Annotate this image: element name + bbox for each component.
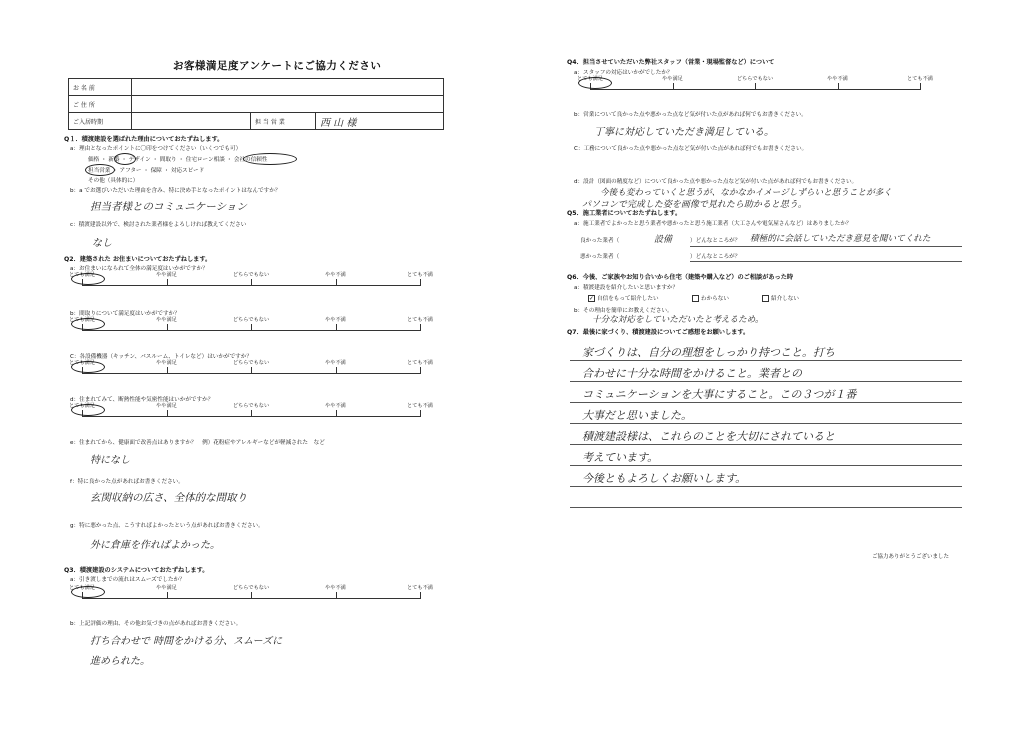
q1b-question: b：a でお選びいただいた理由を含み、特に決め手となったポイントはなんですか？ — [70, 188, 281, 194]
scale-label: やや満足 — [156, 585, 177, 591]
move-in-date-field[interactable] — [132, 113, 251, 130]
bad-contractor-prompt: ）どんなところが？ — [690, 254, 741, 260]
sales-rep-label: 担 当 営 業 — [251, 113, 316, 130]
scale-label: とても不満 — [407, 360, 433, 366]
scale-label: やや満足 — [156, 317, 177, 323]
q3-heading: Q3．積渡建設のシステムについておたずねします。 — [64, 567, 209, 574]
q6b-question: b：その理由を簡単にお教えください。 — [574, 308, 673, 314]
q4-heading: Q4．担当させていただいた弊社スタッフ（営業・現場監督など）について — [567, 59, 775, 66]
scale-tick[interactable] — [420, 367, 421, 374]
scale-label: どちらでもない — [232, 585, 270, 591]
scale-label: やや満足 — [156, 360, 177, 366]
scale-tick[interactable] — [336, 324, 337, 331]
customer-info-table — [68, 78, 444, 130]
scale-tick[interactable] — [167, 367, 168, 374]
q2c-rating-scale[interactable] — [69, 360, 433, 374]
q2f-answer[interactable]: 玄関収納の広さ、全体的な間取り — [90, 492, 248, 504]
scale-label: やや満足 — [156, 403, 177, 409]
selected-option-circle — [114, 153, 136, 165]
answer-line — [570, 444, 962, 445]
scale-label: とても不満 — [407, 317, 433, 323]
scale-label: とても満足 — [69, 272, 95, 278]
q3b-answer-line1[interactable]: 打ち合わせで 時間をかける分、スムーズに — [90, 636, 283, 647]
sales-rep-field[interactable]: 西 山 様 — [316, 113, 444, 130]
scale-label: とても満足 — [69, 317, 95, 323]
scale-tick[interactable] — [167, 592, 168, 599]
good-contractor-prompt: ）どんなところが？ — [690, 238, 741, 244]
recommend-option-1[interactable]: ✓ 自信をもって紹介したい — [589, 296, 659, 302]
selected-rating-circle — [71, 273, 105, 285]
scale-tick[interactable] — [251, 324, 252, 331]
q6-heading: Q6．今後、ご家族やお知り合いから住宅（建築や購入など）のご相談があった時 — [567, 274, 794, 281]
q1a-other: その他（具体的に） — [88, 178, 139, 184]
scale-tick[interactable] — [420, 592, 421, 599]
q2-heading: Q2．建築された お住まいについておたずねします。 — [64, 256, 212, 263]
answer-line — [690, 246, 962, 247]
q4d-answer-line2[interactable]: パソコンで完成した姿を画像で見れたら助かると思う。 — [582, 200, 807, 210]
move-in-date-label: ご入居時期 — [69, 113, 132, 130]
q7-answer-line[interactable]: 考えています。 — [582, 451, 659, 464]
selected-rating-circle — [71, 586, 105, 598]
q2b-rating-scale[interactable] — [69, 317, 433, 331]
q7-answer-line[interactable]: 今後ともよろしくお願いします。 — [582, 472, 747, 485]
q7-answer-line[interactable]: 大事だと思いました。 — [582, 409, 692, 422]
good-contractor-trade[interactable]: 設備 — [654, 235, 673, 245]
scale-tick[interactable] — [251, 410, 252, 417]
answer-line — [690, 261, 962, 262]
scale-tick[interactable] — [420, 410, 421, 417]
checkbox[interactable] — [692, 295, 699, 302]
scale-label: やや不満 — [325, 317, 346, 323]
q1a-options-row2: 担当営業 ・ アフター ・ 保障 ・ 対応スピード — [88, 168, 205, 174]
scale-label: どちらでもない — [736, 76, 774, 82]
q2a-question: a：お住まいになられて全体の満足度はいかがですか？ — [70, 266, 208, 272]
address-field[interactable] — [132, 96, 444, 113]
q5-heading: Q5．施工業者についておたずねします。 — [567, 210, 682, 217]
q4d-answer-line1[interactable]: 今後も変わっていくと思うが、なかなかイメージしずらいと思うことが多く — [600, 188, 892, 198]
scale-tick[interactable] — [251, 279, 252, 286]
q6a-question: a：積渡建設を紹介したいと思いますか？ — [574, 285, 679, 291]
answer-line — [570, 507, 962, 508]
name-field[interactable] — [132, 79, 444, 96]
q2d-rating-scale[interactable] — [69, 403, 433, 417]
scale-label: とても満足 — [69, 403, 95, 409]
scale-tick[interactable] — [251, 592, 252, 599]
q4b-answer[interactable]: 丁寧に対応していただき満足している。 — [594, 127, 774, 138]
scale-label: やや不満 — [325, 360, 346, 366]
scale-tick[interactable] — [920, 83, 921, 90]
scale-label: とても不満 — [407, 403, 433, 409]
scale-tick[interactable] — [673, 83, 674, 90]
q7-answer-line[interactable]: 家づくりは、自分の理想をしっかり持つこと。打ち — [582, 346, 835, 359]
scale-label: とても満足 — [577, 76, 603, 82]
scale-tick[interactable] — [336, 592, 337, 599]
q2g-answer[interactable]: 外に倉庫を作ればよかった。 — [90, 540, 220, 551]
q1a-question: a：理由となったポイントに〇印をつけてください（いくつでも可） — [70, 146, 242, 152]
scale-tick[interactable] — [336, 410, 337, 417]
q4a-question: a：スタッフの対応はいかがでしたか？ — [574, 70, 673, 76]
selected-rating-circle — [71, 361, 105, 373]
q7-answer-line[interactable]: 合わせに十分な時間をかけること。業者との — [582, 367, 802, 380]
q2e-answer[interactable]: 特になし — [90, 455, 130, 466]
scale-label: やや不満 — [325, 272, 346, 278]
q7-heading: Q7．最後に家づくり、積渡建設についてご感想をお願いします。 — [567, 329, 750, 336]
scale-label: やや不満 — [325, 403, 346, 409]
scale-label: どちらでもない — [232, 272, 270, 278]
selected-rating-circle — [578, 77, 612, 89]
good-contractor-answer[interactable]: 積極的に会話していただき意見を聞いてくれた — [750, 234, 931, 244]
selected-rating-circle — [71, 318, 105, 330]
thanks-message: ご協力ありがとうございました — [872, 554, 950, 560]
selected-rating-circle — [71, 404, 105, 416]
q5a-question: a：施工業者でよかったと思う業者や悪かったと思う施工業者（大工さんや電気屋さんなど）はありましたか？ — [574, 221, 852, 227]
answer-line — [570, 465, 962, 466]
q6b-answer[interactable]: 十分な対応をしていただいたと考えるため。 — [592, 315, 764, 325]
scale-tick[interactable] — [167, 324, 168, 331]
scale-label: どちらでもない — [232, 403, 270, 409]
q2d-question: d：住まれてみて、断熱性能や気密性能はいかがですか？ — [70, 397, 214, 403]
checkbox[interactable] — [762, 295, 769, 302]
survey-page-right — [512, 0, 1024, 731]
scale-label: とても満足 — [69, 585, 95, 591]
scale-tick[interactable] — [167, 410, 168, 417]
q1c-answer[interactable]: なし — [92, 238, 112, 249]
q4c-question: C：工務について良かった点や悪かった点など気が付いた点があれば何でもお書きください。 — [574, 146, 808, 152]
scale-label: やや満足 — [662, 76, 683, 82]
q1b-answer[interactable]: 担当者様とのコミュニケーション — [90, 201, 247, 213]
scale-tick[interactable] — [838, 83, 839, 90]
survey-title: お客様満足度アンケートにご協力ください — [173, 60, 382, 72]
scale-tick[interactable] — [420, 324, 421, 331]
scale-label: やや不満 — [827, 76, 848, 82]
answer-line — [570, 402, 962, 403]
bad-contractor-label: 悪かった業者（ — [580, 254, 620, 260]
scale-tick[interactable] — [336, 279, 337, 286]
q2e-question: e：住まれてから、健康面で改善点はありますか？ 例）花粉症やアレルギーなどが軽減された など — [70, 440, 325, 446]
scale-label: どちらでもない — [232, 360, 270, 366]
scale-label: やや満足 — [156, 272, 177, 278]
scale-tick[interactable] — [420, 279, 421, 286]
scale-label: とても不満 — [407, 585, 433, 591]
scale-label: とても満足 — [69, 360, 95, 366]
q4d-question: d：設計（図面の精度など）について良かった点や悪かった点など気が付いた点があれば何でもお書きください。 — [574, 179, 858, 185]
q3b-answer-line2[interactable]: 進められた。 — [90, 656, 150, 667]
q2f-question: f：特に良かった点があればお書きください。 — [70, 479, 184, 485]
recommend-option-2[interactable]: わからない — [692, 294, 729, 302]
answer-line — [570, 486, 962, 487]
q7-answer-line[interactable]: コミュニケーションを大事にすること。この３つが１番 — [582, 388, 857, 401]
q3b-question: b：上記評価の理由、その他お気づきの点があればお書きください。 — [70, 621, 242, 627]
scale-label: とても不満 — [907, 76, 933, 82]
scale-tick[interactable] — [755, 83, 756, 90]
answer-line — [570, 381, 962, 382]
q4a-rating-scale[interactable] — [577, 76, 933, 90]
scale-label: どちらでもない — [232, 317, 270, 323]
q7-answer-line[interactable]: 積渡建設様は、これらのことを大切にされていると — [582, 430, 835, 443]
selected-option-circle — [85, 164, 115, 176]
q2a-rating-scale[interactable] — [69, 272, 433, 286]
q3a-rating-scale[interactable] — [69, 585, 433, 599]
answer-line — [570, 360, 962, 361]
q1a-options-row1: 価格 ・ 新築 ・ デザイン ・ 間取り ・ 住宅ローン相談 ・ 会社の信頼性 — [88, 157, 268, 163]
scale-tick[interactable] — [167, 279, 168, 286]
q1c-question: c：積渡建設以外で、検討された業者様をよろしければ教えてください — [70, 222, 247, 228]
q2c-question: C：各設備機器（キッチン、バスルーム、トイレなど）はいかがですか？ — [70, 354, 252, 360]
answer-line — [570, 423, 962, 424]
q2g-question: g：特に悪かった点、こうすればよかったという点があればお書きください。 — [70, 523, 264, 529]
q2b-question: b：間取りについて満足度はいかがですか？ — [70, 311, 180, 317]
scale-tick[interactable] — [336, 367, 337, 374]
recommend-option-3[interactable]: 紹介しない — [762, 294, 799, 302]
q3a-question: a：引き渡しまでの流れはスムーズでしたか？ — [70, 577, 185, 583]
checkbox-checked[interactable]: ✓ — [589, 296, 594, 302]
scale-tick[interactable] — [251, 367, 252, 374]
name-label: お 名 前 — [69, 79, 132, 96]
scale-label: やや不満 — [325, 585, 346, 591]
q1-heading: Q１．積渡建設を選ばれた理由についておたずねします。 — [64, 136, 224, 143]
selected-option-circle — [243, 153, 297, 165]
good-contractor-label: 良かった業者（ — [580, 238, 620, 244]
scale-label: とても不満 — [407, 272, 433, 278]
q4b-question: b：営業について良かった点や悪かった点など気が付いた点があれば何でもお書きください。 — [574, 112, 807, 118]
address-label: ご 住 所 — [69, 96, 132, 113]
